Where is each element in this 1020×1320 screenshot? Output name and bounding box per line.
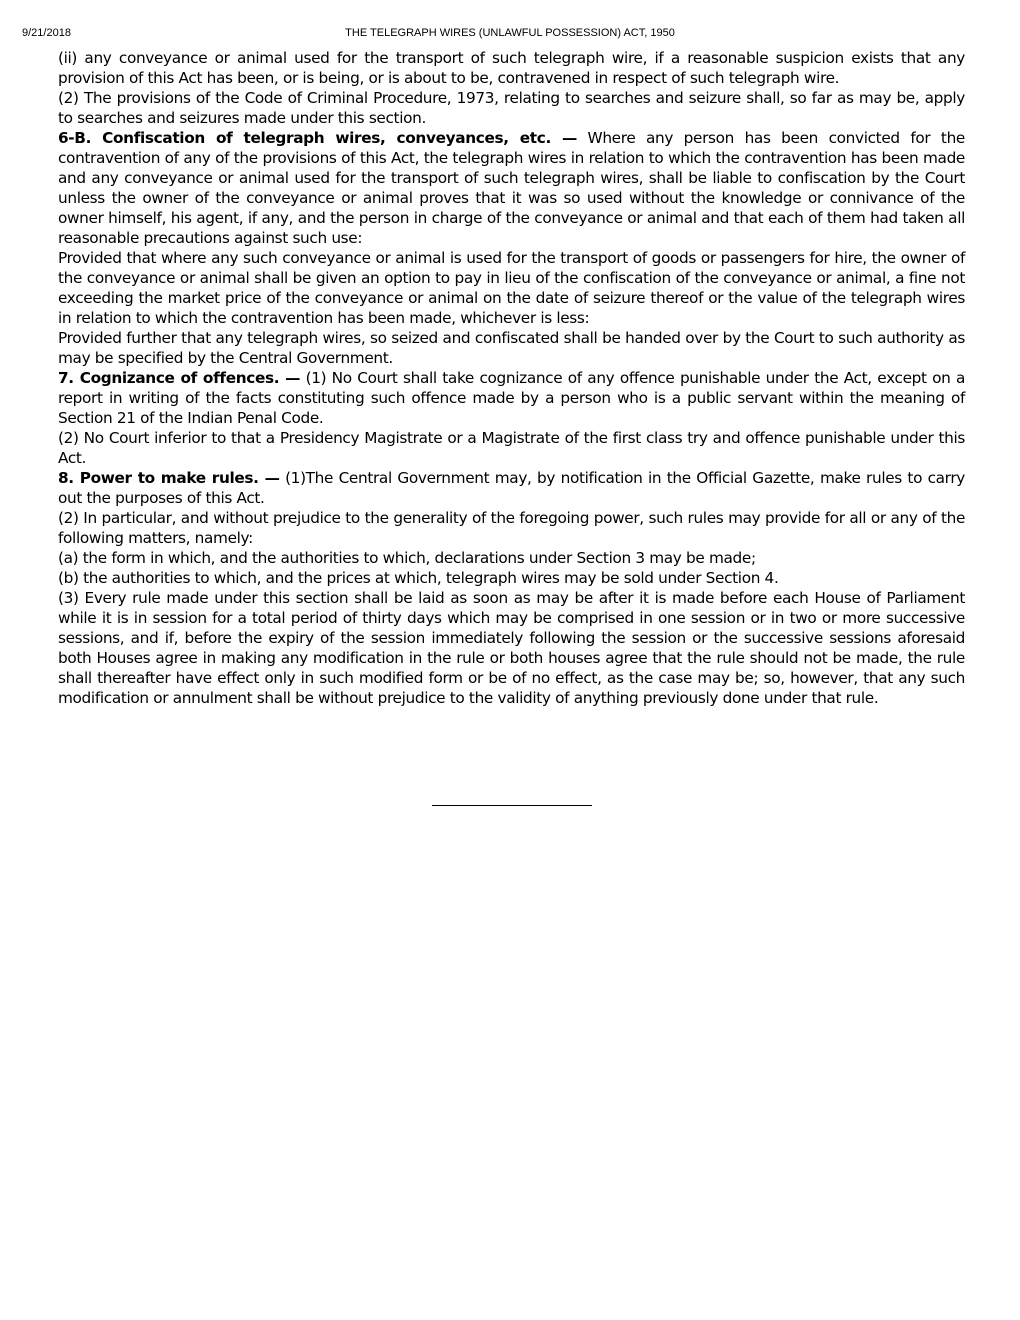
section-8-paragraph [58,468,965,508]
paragraph-text: (b) the authorities to which, and the prices at which, telegraph wires may be sold under Section 4. [58,569,779,587]
clause-a [58,548,965,568]
paragraph-text: (2) No Court inferior to that a Presidency Magistrate or a Magistrate of the first class try and offence punishable under this Act. [58,429,965,467]
paragraph-text: Provided further that any telegraph wires, so seized and confiscated shall be handed over by the Court to such authority as may be specified by the Central Government. [58,329,965,367]
end-divider [432,805,592,806]
proviso-further-paragraph [58,328,965,368]
section-8-subsection-2 [58,508,965,548]
paragraph-clause-ii [58,48,965,88]
paragraph-text: (2) In particular, and without prejudice to the generality of the foregoing power, such rules may provide for all or any of the following matters, namely: [58,509,965,547]
proviso-paragraph [58,248,965,328]
paragraph-text: (ii) any conveyance or animal used for the transport of such telegraph wire, if a reasonable suspicion exists that any provision of this Act has been, or is being, or is about to be, contravened in respect of such telegraph wire. [58,49,965,87]
section-heading: 6-B. Confiscation of telegraph wires, conveyances, etc. — [58,129,577,147]
paragraph-text: (1) No Court shall take cognizance of any offence punishable under the Act, except on a report in writing of the facts constituting such offence made by a person who is a public servant within the meaning of Section 21 of the Indian Penal Code. [58,369,965,427]
paragraph-text: Provided that where any such conveyance or animal is used for the transport of goods or passengers for hire, the owner of the conveyance or animal shall be given an option to pay in lieu of the confiscation of the conveyance or animal, a fine not exceeding the market price of the conveyance or animal on the date of seizure thereof or the value of the telegraph wires in relation to which the contravention has been made, whichever is less: [58,249,965,327]
paragraph-text: (1)The Central Government may, by notification in the Official Gazette, make rules to carry out the purposes of this Act. [58,469,965,507]
section-7-paragraph [58,368,965,428]
clause-b [58,568,965,588]
paragraph-text: (3) Every rule made under this section shall be laid as soon as may be after it is made before each House of Parliament while it is in session for a total period of thirty days which may be comprised in one session or in two or more successive sessions, and if, before the expiry of the session immediately following the session or the successive sessions aforesaid both Houses agree in making any modification in the rule or both houses agree that the rule should not be made, the rule shall thereafter have effect only in such modified form or be of no effect, as the case may be; so, however, that any such modification or annulment shall be without prejudice to the validity of anything previously done under that rule. [58,589,965,707]
section-heading: 8. Power to make rules. — [58,469,280,487]
page-header [0,25,1020,41]
paragraph-text: (a) the form in which, and the authorities to which, declarations under Section 3 may be made; [58,549,756,567]
paragraph-text: (2) The provisions of the Code of Criminal Procedure, 1973, relating to searches and seizure shall, so far as may be, apply to searches and seizures made under this section. [58,89,965,127]
paragraph-text: Where any person has been convicted for the contravention of any of the provisions of this Act, the telegraph wires in relation to which the contravention has been made and any conveyance or animal used for the transport of such telegraph wires, shall be liable to confiscation by the Court unless the owner of the conveyance or animal proves that it was so used without the knowledge or connivance of the owner himself, his agent, if any, and the person in charge of the conveyance or animal and that each of them had taken all reasonable precautions against such use: [58,129,965,247]
document-body [58,48,965,708]
section-heading: 7. Cognizance of offences. — [58,369,301,387]
print-date: 9/21/2018 [22,27,71,39]
document-title: THE TELEGRAPH WIRES (UNLAWFUL POSSESSION) ACT, 1950 [345,27,675,39]
paragraph-subsection-2-searches [58,88,965,128]
section-8-subsection-3 [58,588,965,708]
section-7-subsection-2 [58,428,965,468]
section-6b-paragraph [58,128,965,248]
